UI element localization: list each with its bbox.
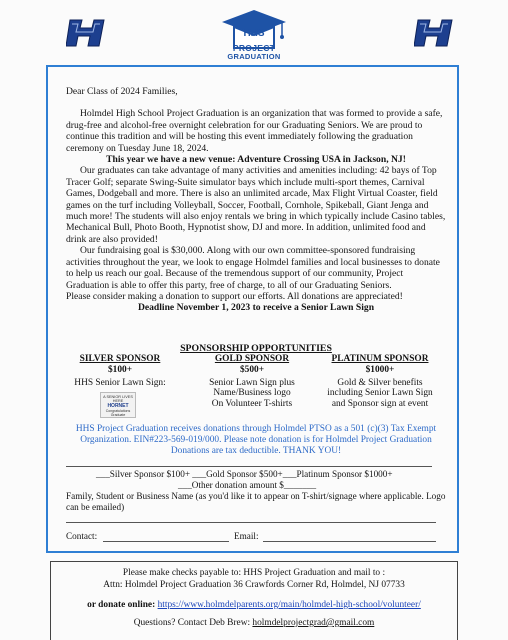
gold-tier-desc2: Name/Business logo: [213, 388, 291, 399]
email-label: Email:: [234, 531, 259, 541]
questions-label: Questions? Contact Deb Brew:: [133, 618, 251, 628]
email-field[interactable]: [263, 541, 436, 542]
gold-tier-desc1: Senior Lawn Sign plus: [209, 377, 295, 388]
hornet-h-logo-left: [66, 16, 106, 50]
silver-tier-name: SILVER SPONSOR: [79, 354, 161, 364]
sponsor-options[interactable]: ___Silver Sponsor $100+ ___Gold Sponsor $500+___Platinum Sponsor $1000+: [96, 469, 393, 479]
logo-project-text: PROJECT: [232, 43, 276, 53]
letter-body: [66, 86, 446, 314]
sign-line3: Congratulations Graduate: [105, 409, 131, 417]
silver-sponsor-column: [66, 354, 174, 388]
venue-announcement: This year we have a new venue: Adventure Crossing USA in Jackson, NJ!: [106, 154, 406, 166]
donate-online-link[interactable]: https://www.holmdelparents.org/main/holmdel-high-school/volunteer/: [157, 600, 421, 610]
gold-sponsor-column: [188, 354, 316, 410]
contact-field[interactable]: [103, 541, 229, 542]
payment-line1: Please make checks payable to: HHS Project Graduation and mail to :: [122, 568, 386, 578]
platinum-sponsor-column: [318, 354, 442, 410]
sign-line1: A SENIOR LIVES HERE: [103, 395, 133, 403]
silver-tier-amount: $100+: [107, 364, 133, 375]
platinum-tier-desc2: including Senior Lawn Sign: [327, 388, 433, 399]
hornet-h-logo-right: [414, 16, 454, 50]
divider-line: [66, 466, 432, 467]
payment-box: [50, 561, 458, 640]
gold-tier-desc3: On Volunteer T-shirts: [211, 399, 293, 410]
fundraising-paragraph: Our fundraising goal is $30,000. Along with our own committee-sponsored fundraising activities throughout the year, we look to engage Holmdel families and local businesses to donate to help us reach our goal. Because of the tremendous support of our community, Project Graduation is able to offer this party, free of charge, to all of our Graduating Seniors.: [66, 245, 440, 291]
salutation: Dear Class of 2024 Families,: [66, 86, 178, 97]
gold-tier-name: GOLD SPONSOR: [214, 354, 290, 364]
other-donation-field[interactable]: ___Other donation amount $_______: [178, 480, 317, 490]
questions-row: [51, 618, 457, 628]
family-name-label: Family, Student or Business Name (as you'd like it to appear on T-shirt/signage where applicable. Logo can be emailed): [66, 491, 446, 512]
lawn-sign-image: [100, 392, 136, 418]
activities-paragraph: Our graduates can take advantage of many activities and amenities including: 42 bays of Top Tracer Golf; separate Swing-Suite simulator bays which include multi-sport themes, Carnival Games, Dodgeball and more. There is also an unlimited arcade, Max Flight Virtual Coaster, field games on the turf including Volleyball, Soccer, Football, Cornhole, Spikeball, Giant Jenga and much more! The students will also enjoy rentals we bring in which typically include Casino tables, Mechanical Bull, Photo Booth, Hypnotist show, DJ and more. In addition, unlimited food and drink are also provided!: [66, 165, 446, 245]
silver-tier-desc: HHS Senior Lawn Sign:: [74, 377, 166, 388]
payment-line2: Attn: Holmdel Project Graduation 36 Crawfords Corner Rd, Holmdel, NJ 07733: [103, 580, 405, 590]
platinum-tier-desc3: and Sponsor sign at event: [331, 399, 429, 410]
gold-tier-amount: $500+: [239, 364, 265, 375]
sign-line2: HORNET: [107, 403, 129, 409]
tax-exempt-note: HHS Project Graduation receives donations through Holmdel PTSO as a 501 (c)(3) Tax Exempt Organization. EIN#223-569-019/000. Please note donation is for Holmdel Project Graduation Donations are tax deductible. THANK YOU!: [75, 424, 437, 457]
donate-online-row: or donate online: https://www.holmdelparents.org/main/holmdel-high-school/volunteer/: [87, 600, 421, 610]
platinum-tier-name: PLATINUM SPONSOR: [331, 354, 429, 364]
contact-label: Contact:: [66, 531, 98, 541]
donate-online-label: or donate online: [87, 600, 153, 610]
contact-email-link[interactable]: holmdelprojectgrad@gmail.com: [252, 618, 375, 628]
platinum-tier-amount: $1000+: [365, 364, 395, 375]
logo-hhs-text: HHS: [243, 28, 265, 39]
sponsorship-title: SPONSORSHIP OPPORTUNITIES: [180, 343, 332, 354]
intro-paragraph: Holmdel High School Project Graduation is an organization that was formed to provide a safe, drug-free and alcohol-free overnight celebration for our Graduating Seniors. We are proud to continue this tradition and will be hosting this event immediately following the graduation ceremony on Tuesday June 18, 2024.: [66, 108, 443, 154]
platinum-tier-desc1: Gold & Silver benefits: [337, 377, 423, 388]
donation-request: Please consider making a donation to support our efforts. All donations are appreciated!: [66, 290, 403, 302]
family-name-field[interactable]: [66, 522, 436, 523]
deadline-notice: Deadline November 1, 2023 to receive a Senior Lawn Sign: [137, 302, 375, 314]
logo-graduation-text: GRADUATION: [227, 52, 281, 61]
